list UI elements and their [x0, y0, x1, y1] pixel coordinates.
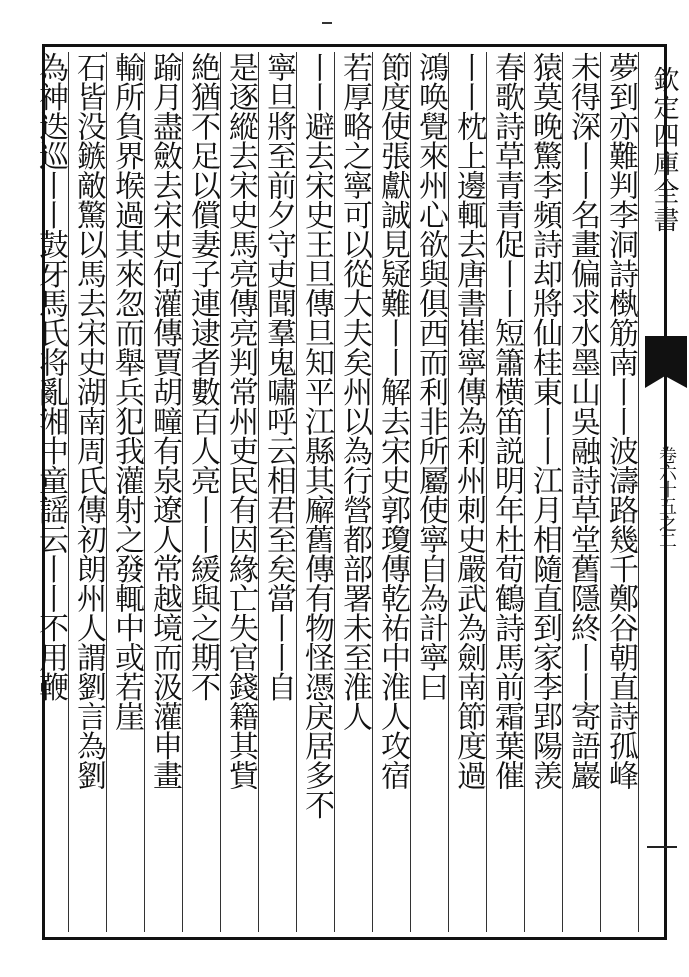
margin-strip — [643, 56, 687, 936]
column-rule — [296, 52, 297, 932]
column-rule — [258, 52, 259, 932]
text-column: 為神迭巡丨丨鼓牙馬氏将亂湘中童謡云丨丨不用鞭 — [33, 52, 68, 701]
column-rule — [448, 52, 449, 932]
text-column: 寧旦將至前夕守吏聞羣鬼嘯呼云相君至矣當丨丨自 — [261, 52, 296, 701]
text-column: 是逐縱去宋史馬亮傳亮判常州吏民有因緣亡失官錢籍其貲 — [223, 52, 258, 790]
column-rule — [182, 52, 183, 932]
column-rule — [562, 52, 563, 932]
column-rule — [372, 52, 373, 932]
text-column: 春歌詩草青青促丨丨短簫横笛説明年杜荀鶴詩馬前霜葉催 — [489, 52, 524, 790]
fishtail-mark — [645, 336, 687, 396]
text-column: 節度使張獻誠見疑難丨丨解去宋史郭瓊傳乾祐中淮人攻宿 — [375, 52, 410, 790]
book-title: 欽定四庫全書 — [649, 66, 679, 234]
text-column: 丨丨避去宋史王旦傳旦知平江縣其廨舊傳有物怪憑戾居多不 — [299, 52, 334, 819]
column-rule — [486, 52, 487, 932]
column-rule — [334, 52, 335, 932]
text-column: 夢到亦難判李洞詩槸筋南丨丨波濤路幾千鄭谷朝直詩孤峰 — [603, 52, 638, 790]
column-rule — [106, 52, 107, 932]
column-rule — [68, 52, 69, 932]
lower-margin-rule — [647, 846, 677, 848]
column-rule — [638, 52, 639, 932]
column-rule — [144, 52, 145, 932]
text-column: 踰月盡斂去宋史何灌傳賈胡疃有泉遼人常越境而汲灌申畫 — [147, 52, 182, 790]
column-rule — [524, 52, 525, 932]
column-rule — [220, 52, 221, 932]
text-column: 若厚略之寧可以從大夫矣州以為行營都部署未至淮人 — [337, 52, 372, 731]
text-column: 絶猶不足以償妻子連逮者數百人亮丨丨緩與之期不 — [185, 52, 220, 701]
text-column: 輸所負界堠過其來忽而舉兵犯我灌射之發輒中或若崖 — [109, 52, 144, 731]
column-rule — [600, 52, 601, 932]
volume-label: 卷六十五之二 — [656, 446, 677, 548]
text-column: 鴻唤覺來州心欲與俱西而利非所屬使寧自為計寧曰 — [413, 52, 448, 701]
text-column: 未得深丨丨名畫偏求水墨山吳融詩草堂舊隱終丨丨寄語巖 — [565, 52, 600, 790]
column-rule — [410, 52, 411, 932]
text-column: 丨丨枕上邊輒去唐書崔寧傳為利州刺史嚴武為劍南節度過 — [451, 52, 486, 790]
top-ink-mark — [322, 22, 332, 24]
text-column: 猿莫晚驚李頻詩却將仙桂東丨丨江月相隨直到家李郢陽羡 — [527, 52, 562, 790]
text-column: 石皆没鏃敵驚以馬去宋史湖南周氏傳初朗州人謂劉言為劉 — [71, 52, 106, 790]
